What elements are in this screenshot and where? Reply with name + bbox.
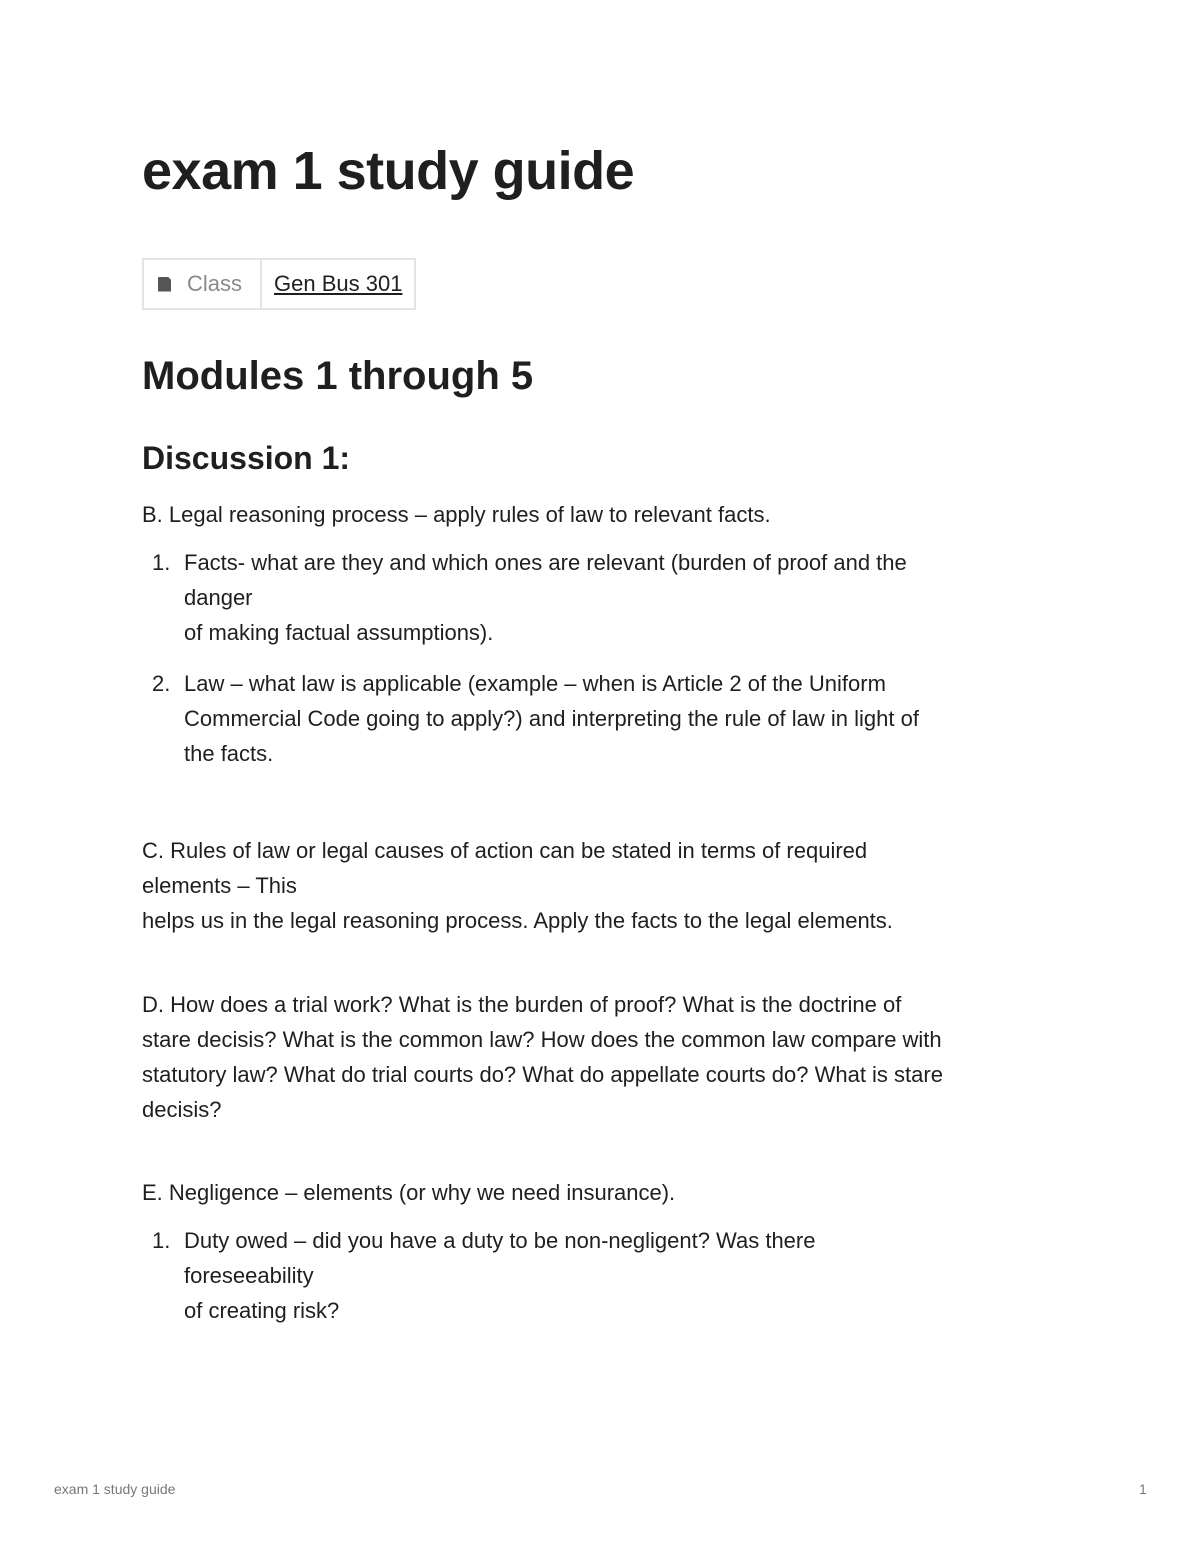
heading-discussion: Discussion 1: (142, 440, 351, 476)
class-link[interactable]: Gen Bus 301 (274, 271, 403, 296)
property-key (144, 260, 262, 308)
list-number: 1. (152, 550, 171, 575)
list-item-line: foreseeability (184, 1263, 314, 1288)
paragraph-e: E. Negligence – elements (or why we need insurance). (142, 1180, 676, 1205)
property-row (142, 258, 416, 310)
list-item-line: the facts. (184, 741, 274, 766)
list-item-line: of making factual assumptions). (184, 620, 494, 645)
property-key-label: Class (187, 271, 243, 296)
list-number: 2. (152, 671, 171, 696)
list-item (142, 666, 1022, 771)
list-number: 1. (152, 1228, 171, 1253)
paragraph-line: helps us in the legal reasoning process. Apply the facts to the legal elements. (142, 908, 893, 933)
paragraph-line: stare decisis? What is the common law? How does the common law compare with (142, 1027, 942, 1052)
list-item (142, 545, 1022, 650)
page-title: exam 1 study guide (142, 141, 635, 201)
page-number: 1 (1139, 1481, 1147, 1497)
list-item-line: Law – what law is applicable (example – when is Article 2 of the Uniform (184, 671, 886, 696)
list-item-line: danger (184, 585, 253, 610)
list-item-line: Duty owed – did you have a duty to be non-negligent? Was there (184, 1228, 816, 1253)
list-item-line: Commercial Code going to apply?) and interpreting the rule of law in light of (184, 706, 919, 731)
list-item-line: of creating risk? (184, 1298, 340, 1323)
heading-modules: Modules 1 through 5 (142, 354, 534, 398)
list-item (142, 1223, 1022, 1328)
paragraph-d (142, 987, 1062, 1127)
paragraph-line: decisis? (142, 1097, 222, 1122)
paragraph-c (142, 833, 1062, 938)
paragraph-line: statutory law? What do trial courts do? What do appellate courts do? What is stare (142, 1062, 943, 1087)
document-icon (158, 277, 171, 292)
list-item-line: Facts- what are they and which ones are relevant (burden of proof and the (184, 550, 907, 575)
paragraph-line: D. How does a trial work? What is the burden of proof? What is the doctrine of (142, 992, 902, 1017)
paragraph-line: C. Rules of law or legal causes of action can be stated in terms of required (142, 838, 868, 863)
paragraph-b: B. Legal reasoning process – apply rules of law to relevant facts. (142, 502, 771, 527)
footer-title: exam 1 study guide (54, 1481, 176, 1497)
paragraph-line: elements – This (142, 873, 297, 898)
